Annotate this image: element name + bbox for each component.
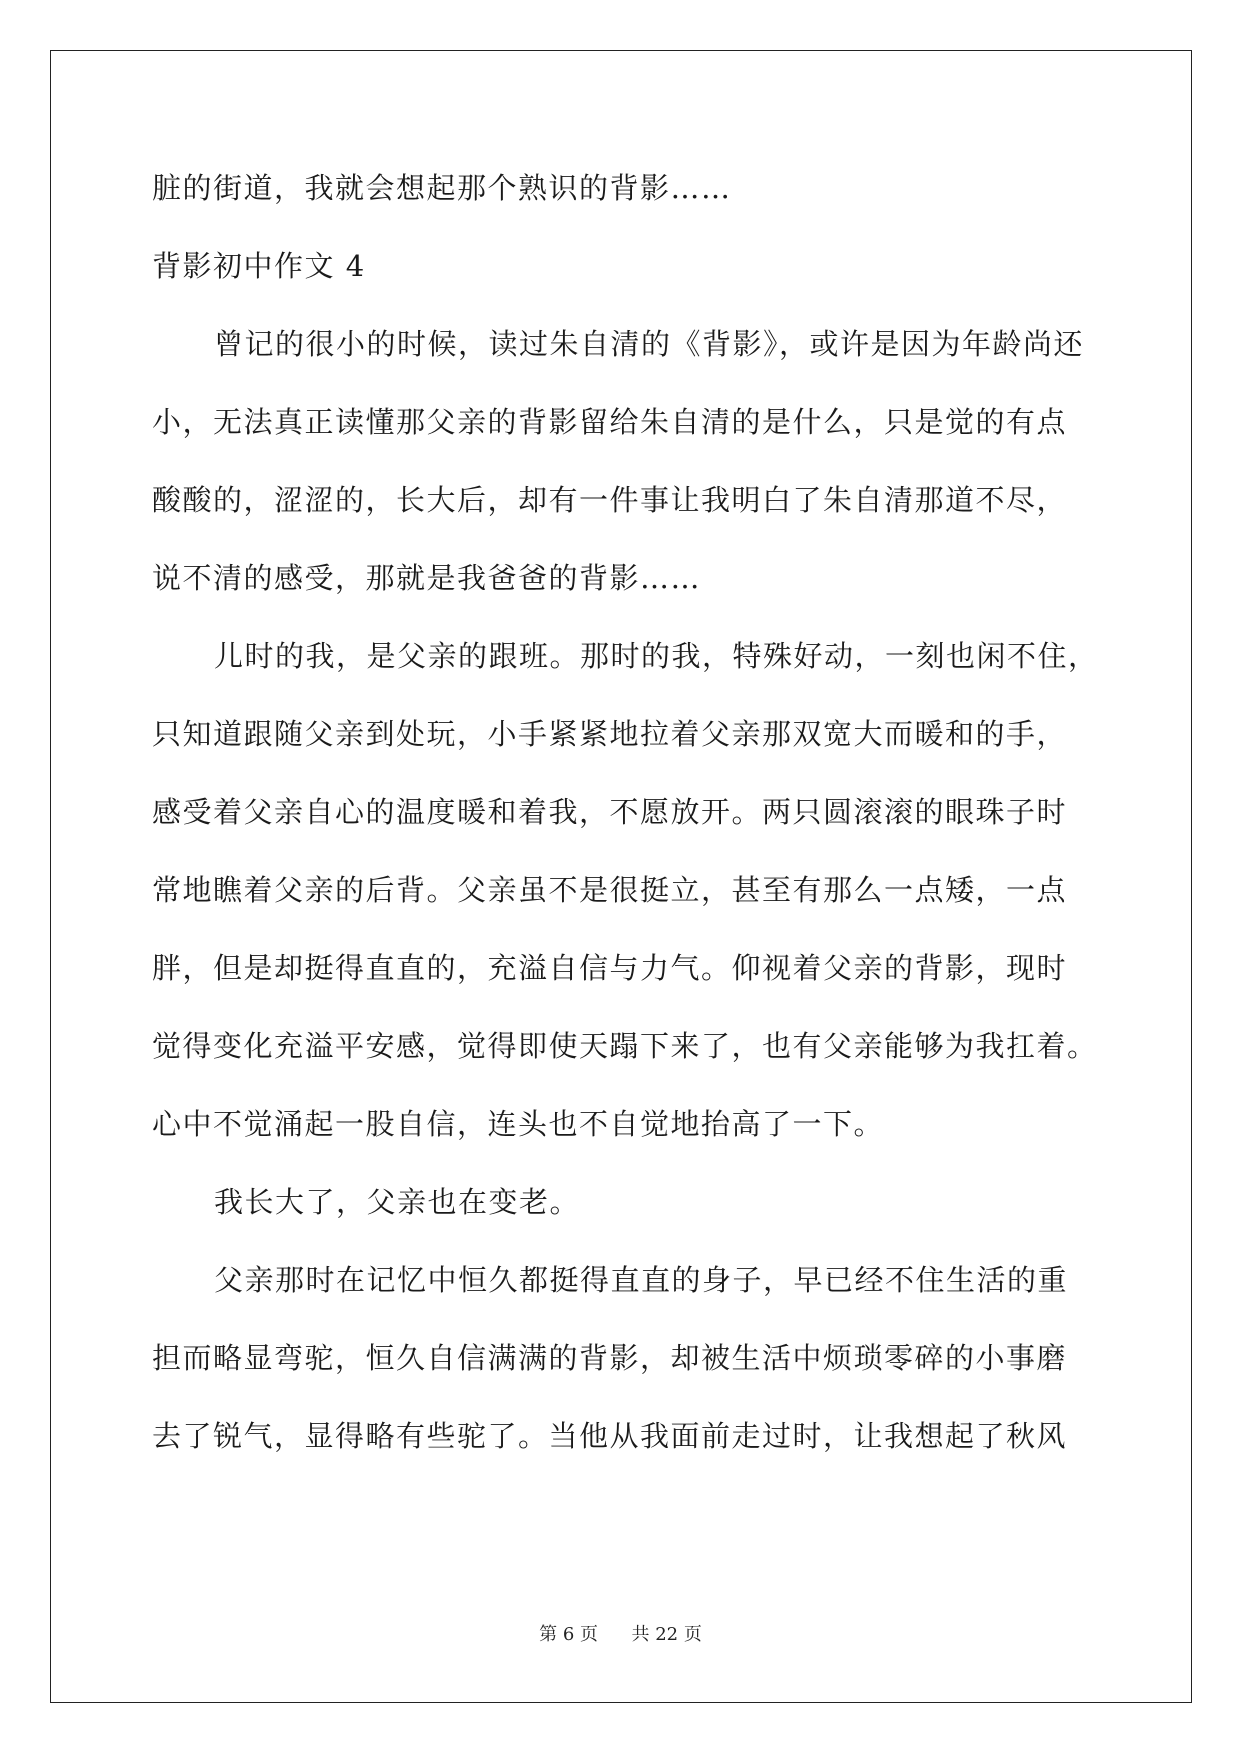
text-line: 去了锐气，显得略有些驼了。当他从我面前走过时，让我想起了秋风 [152,1419,1068,1453]
text-line: 说不清的感受，那就是我爸爸的背影…… [152,561,702,595]
text-line: 脏的街道，我就会想起那个熟识的背影…… [152,171,732,205]
text-line: 觉得变化充溢平安感，觉得即使天蹋下来了，也有父亲能够为我扛着。 [152,1029,1098,1063]
text-line: 酸酸的，涩涩的，长大后，却有一件事让我明白了朱自清那道不尽， [152,483,1068,517]
text-line: 只知道跟随父亲到处玩，小手紧紧地拉着父亲那双宽大而暖和的手， [152,717,1068,751]
page-footer [0,1620,1241,1646]
page-total: 共 22 页 [631,1624,702,1645]
text-line: 担而略显弯驼，恒久自信满满的背影，却被生活中烦琐零碎的小事磨 [152,1341,1068,1375]
paragraph-start-line: 我长大了，父亲也在变老。 [214,1185,581,1219]
paragraph-start-line: 曾记的很小的时候，读过朱自清的《背影》，或许是因为年龄尚还 [214,327,1085,361]
text-line: 心中不觉涌起一股自信，连头也不自觉地抬高了一下。 [152,1107,885,1141]
section-heading: 背影初中作文 4 [152,249,366,283]
page-number: 第 6 页 [539,1624,599,1645]
paragraph-start-line: 儿时的我，是父亲的跟班。那时的我，特殊好动，一刻也闲不住， [214,639,1099,673]
text-line: 胖，但是却挺得直直的，充溢自信与力气。仰视着父亲的背影，现时 [152,951,1068,985]
text-line: 常地瞧着父亲的后背。父亲虽不是很挺立，甚至有那么一点矮，一点 [152,873,1068,907]
text-line: 感受着父亲自心的温度暖和着我，不愿放开。两只圆滚滚的眼珠子时 [152,795,1068,829]
text-line: 小，无法真正读懂那父亲的背影留给朱自清的是什么，只是觉的有点 [152,405,1068,439]
document-body [152,163,1112,1489]
paragraph-start-line: 父亲那时在记忆中恒久都挺得直直的身子，早已经不住生活的重 [214,1263,1069,1297]
